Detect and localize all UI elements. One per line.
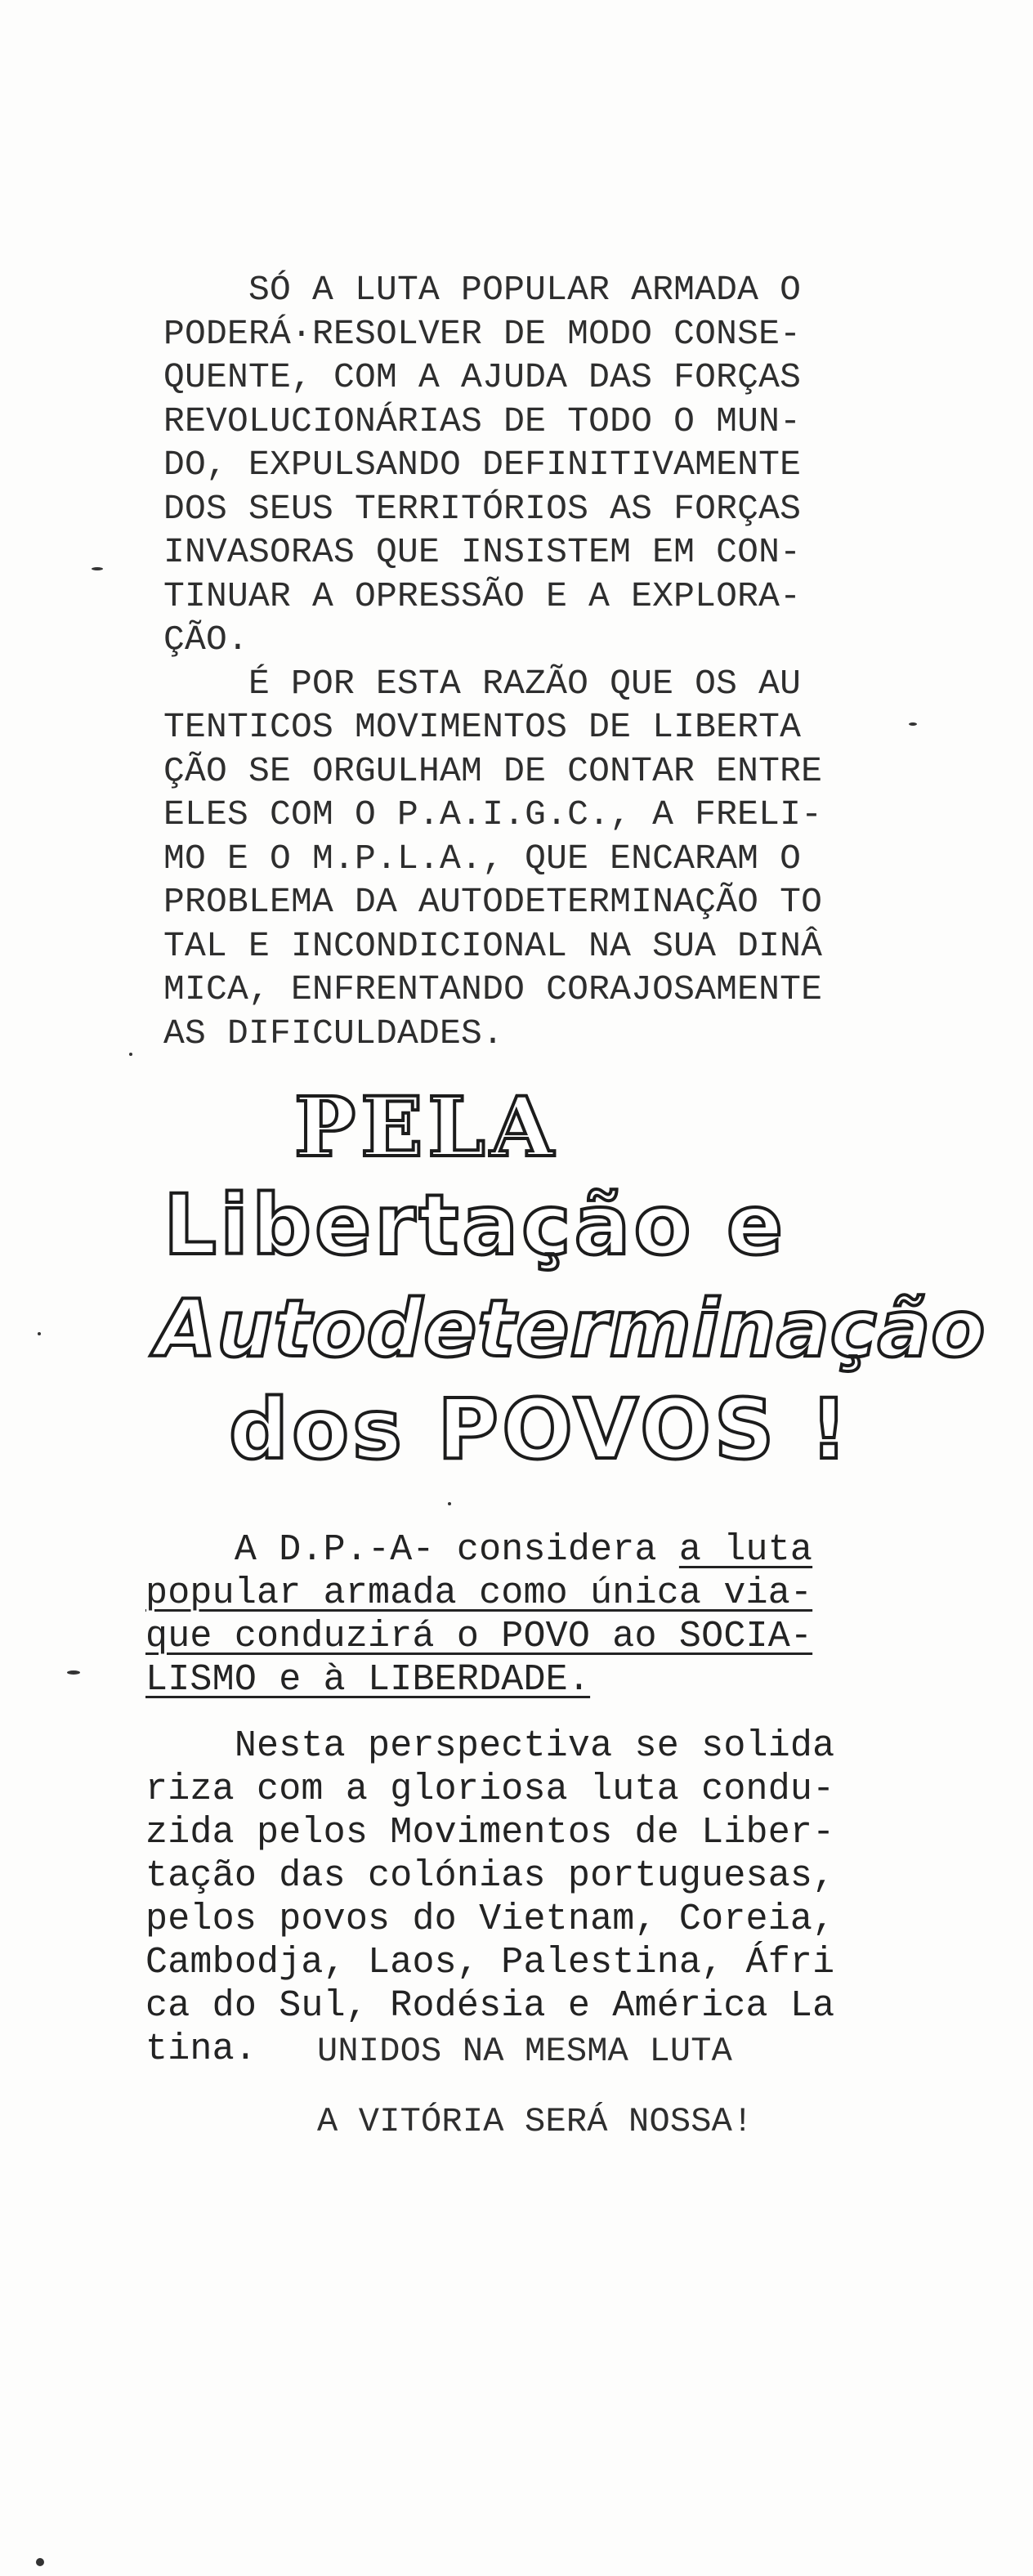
scan-speck <box>448 1502 451 1505</box>
lower-para2-line: zida pelos Movimentos de Liber- <box>145 1812 835 1854</box>
upper-line: PODERÁ·RESOLVER DE MODO CONSE- <box>163 313 802 354</box>
upper-line: MO E O M.P.L.A., QUE ENCARAM O <box>163 838 802 879</box>
upper-line: TINUAR A OPRESSÃO E A EXPLORA- <box>163 575 802 616</box>
closing-line-vitoria: A VITÓRIA SERÁ NOSSA! <box>317 2102 754 2141</box>
scan-speck <box>36 2558 44 2566</box>
slogan-line-libertacao: Libertação e <box>163 1177 787 1274</box>
slogan-line-autodeterminacao: Autodeterminação <box>155 1283 986 1375</box>
lower-para1-line: popular armada como única via- <box>145 1572 813 1614</box>
scan-speck <box>38 1332 41 1335</box>
lower-para1-plain: A D.P.-A- considera <box>145 1529 679 1571</box>
upper-line: SÓ A LUTA POPULAR ARMADA O <box>163 270 802 310</box>
upper-line: INVASORAS QUE INSISTEM EM CON- <box>163 532 802 572</box>
upper-line: AS DIFICULDADES. <box>163 1013 504 1053</box>
upper-line: TAL E INCONDICIONAL NA SUA DINÂ <box>163 925 823 966</box>
upper-line: TENTICOS MOVIMENTOS DE LIBERTA <box>163 707 802 747</box>
lower-para1-line: que conduzirá o POVO ao SOCIA- <box>145 1616 813 1657</box>
upper-line: ÇÃO. <box>163 619 249 660</box>
upper-line: ELES COM O P.A.I.G.C., A FRELI- <box>163 794 823 834</box>
lower-para2-line: pelos povos do Vietnam, Coreia, <box>145 1898 835 1940</box>
upper-line: ÇÃO SE ORGULHAM DE CONTAR ENTRE <box>163 750 823 791</box>
slogan-line-dos-povos: dos POVOS ! <box>229 1381 852 1478</box>
lower-para2-line: tina. <box>145 2028 257 2070</box>
upper-line: REVOLUCIONÁRIAS DE TODO O MUN- <box>163 400 802 441</box>
scan-speck <box>129 1053 132 1056</box>
upper-line: PROBLEMA DA AUTODETERMINAÇÃO TO <box>163 882 823 922</box>
upper-line: DOS SEUS TERRITÓRIOS AS FORÇAS <box>163 488 802 529</box>
upper-text-block <box>163 268 822 1055</box>
lower-para2-line: ca do Sul, Rodésia e América La <box>145 1985 835 2027</box>
margin-mark <box>67 1670 80 1675</box>
lower-para1-underlined: a luta <box>678 1529 813 1571</box>
upper-line: DO, EXPULSANDO DEFINITIVAMENTE <box>163 445 802 485</box>
closing-line-unidos: UNIDOS NA MESMA LUTA <box>317 2032 733 2071</box>
margin-mark <box>909 722 917 726</box>
upper-line: QUENTE, COM A AJUDA DAS FORÇAS <box>163 357 802 397</box>
lower-para2-line: tação das colónias portuguesas, <box>145 1855 835 1897</box>
upper-line: MICA, ENFRENTANDO CORAJOSAMENTE <box>163 969 823 1009</box>
lower-para2-line: Cambodja, Laos, Palestina, Áfri <box>145 1942 835 1983</box>
lower-para1-line <box>145 1528 834 1572</box>
paragraph-gap <box>145 1702 834 1724</box>
lower-para2-line: riza com a gloriosa luta condu- <box>145 1769 835 1810</box>
slogan-line-pela: PELA <box>294 1079 559 1175</box>
margin-mark <box>92 567 103 570</box>
upper-line: É POR ESTA RAZÃO QUE OS AU <box>163 663 802 704</box>
lower-para1-line: LISMO e à LIBERDADE. <box>145 1659 591 1701</box>
lower-para2-line: Nesta perspectiva se solida <box>145 1725 835 1767</box>
lower-text-block <box>145 1528 834 2071</box>
